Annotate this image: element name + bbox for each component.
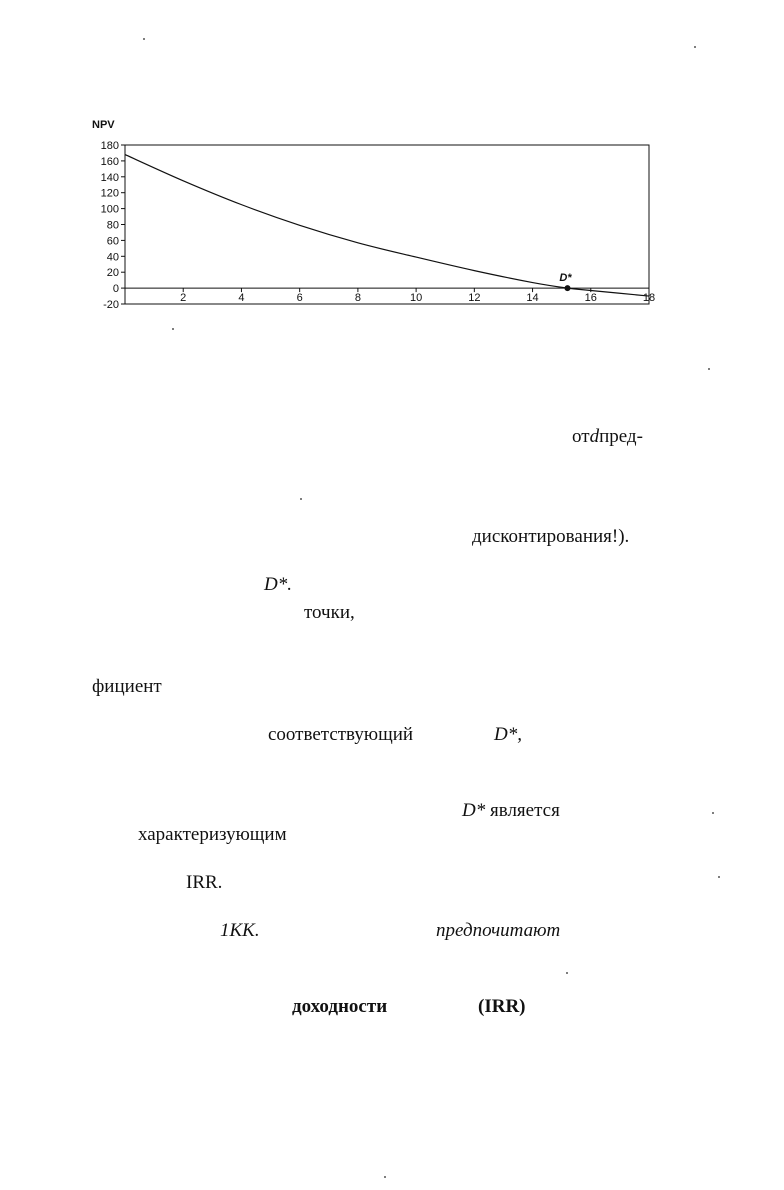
y-tick-label: 180 (100, 140, 119, 152)
scan-speck (708, 368, 710, 370)
scan-speck (566, 972, 568, 974)
text-fragment-4: точки, (304, 602, 355, 623)
x-tick-label: 16 (584, 292, 597, 305)
y-tick-label: 160 (100, 155, 119, 168)
text-fragment-1: отdпред- (572, 426, 643, 447)
text-fragment-6: соответствующий (268, 724, 414, 745)
text-fragment-11: 1KK. (220, 920, 260, 941)
x-tick-label: 10 (409, 292, 423, 305)
x-tick-label: 4 (238, 292, 245, 305)
y-tick-label: 0 (112, 283, 119, 296)
y-tick-label: 80 (106, 219, 119, 232)
x-tick-label: 12 (468, 292, 481, 305)
x-tick-label: 2 (180, 292, 187, 305)
y-tick-label: 140 (100, 171, 119, 184)
scan-speck (143, 38, 145, 40)
scan-speck (300, 498, 302, 500)
y-tick-label: -20 (103, 299, 119, 311)
x-tick-label: 8 (354, 292, 361, 305)
y-tick-label: 120 (100, 187, 119, 200)
irr-point (564, 285, 570, 291)
npv-chart (80, 112, 680, 312)
text-fragment-8: D* является (462, 800, 560, 821)
text-fragment-2: дисконтирования!). (472, 526, 630, 547)
text-fragment-12: предпочитают (436, 920, 561, 941)
x-tick-label: 14 (526, 292, 539, 305)
y-tick-label: 20 (106, 267, 119, 280)
scan-speck (694, 46, 696, 48)
irr-point-label: D* (559, 272, 572, 285)
x-tick-label: 18 (642, 292, 656, 305)
scan-speck (172, 328, 174, 330)
text-fragment-14: (IRR) (478, 996, 526, 1017)
text-fragment-13: доходности (292, 996, 388, 1017)
text-fragment-7: D*, (494, 724, 522, 745)
scan-speck (384, 1176, 386, 1178)
text-fragment-10: IRR. (186, 872, 223, 893)
y-tick-label: 60 (106, 235, 119, 248)
text-fragment-9: характеризующим (138, 824, 287, 845)
scan-speck (718, 876, 720, 878)
y-axis-label: NPV (92, 119, 115, 131)
text-fragment-5: фициент (92, 676, 162, 697)
text-fragment-3: D*. (264, 574, 292, 595)
x-tick-label: 6 (296, 292, 303, 305)
y-tick-label: 40 (106, 251, 119, 264)
scan-speck (712, 812, 714, 814)
y-tick-label: 100 (100, 203, 119, 216)
